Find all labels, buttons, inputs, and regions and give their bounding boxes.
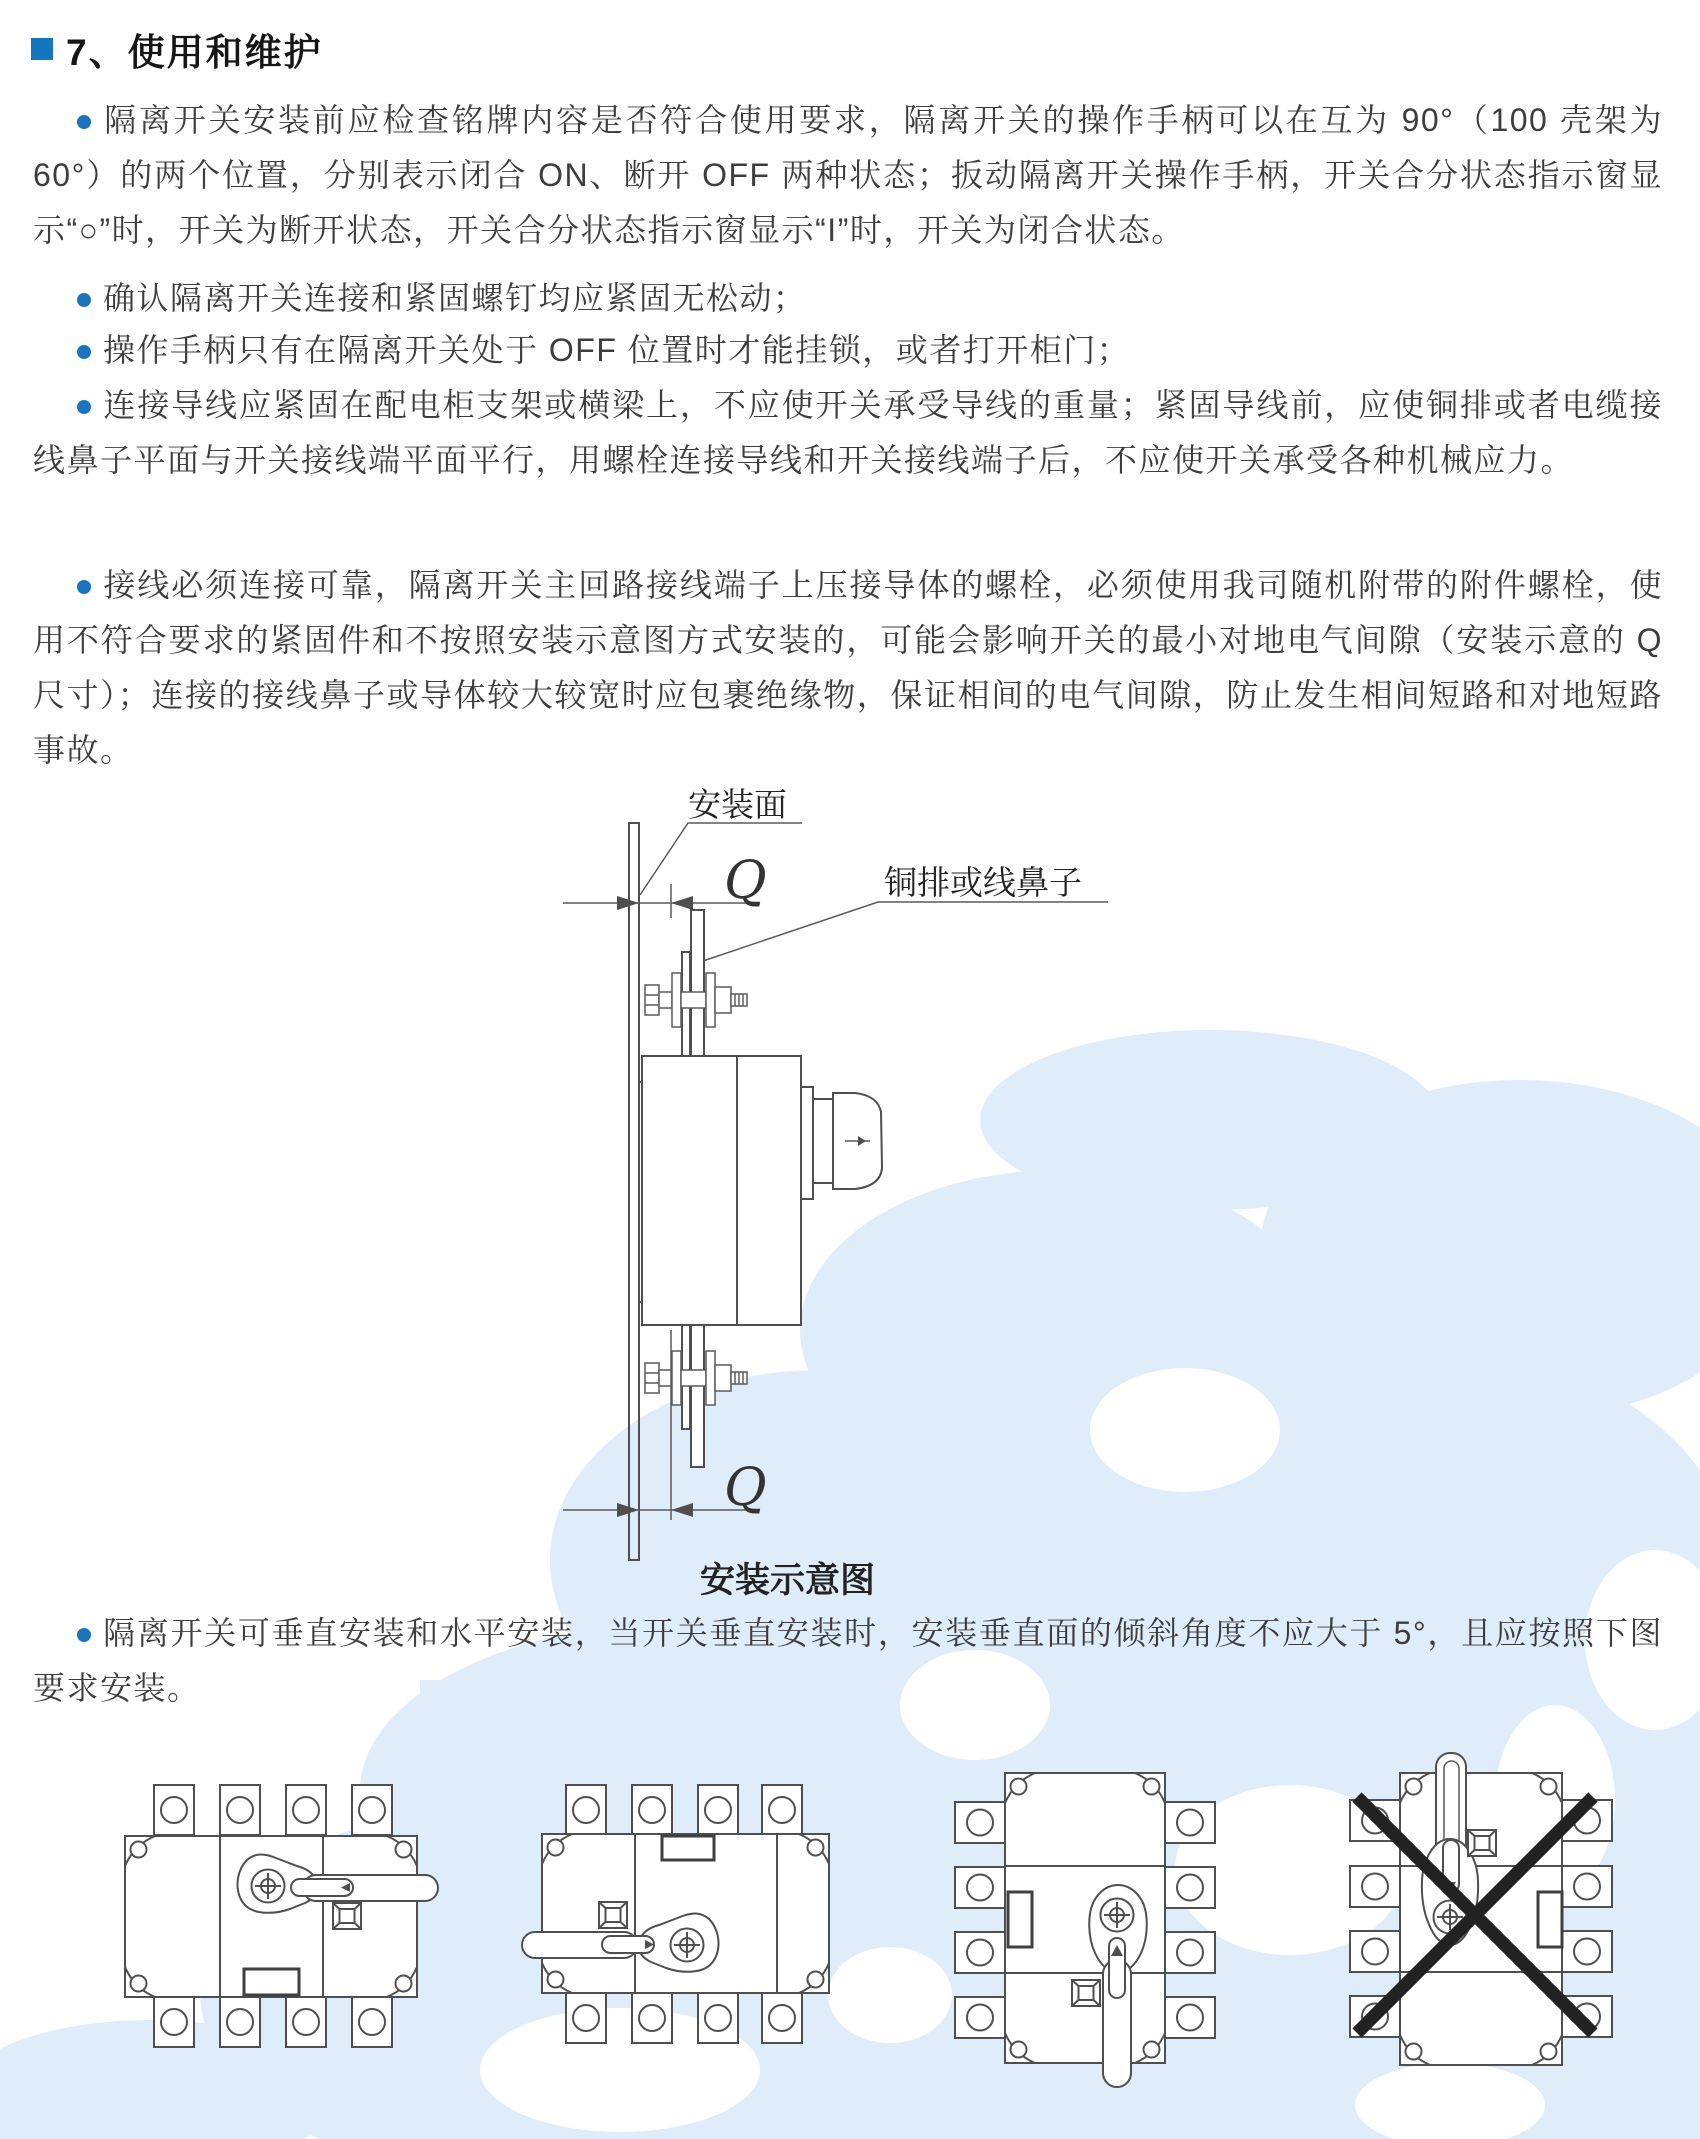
dimension-top: [563, 851, 767, 918]
bullet-paragraph: [33, 271, 1663, 326]
switch-orientation-diagrams: [0, 1740, 1700, 2139]
paragraph-text: 操作手柄只有在隔离开关处于 OFF 位置时才能挂锁，或者打开柜门；: [103, 332, 1131, 368]
bullet-paragraph: [33, 93, 1663, 258]
dimension-q-top: Q: [724, 851, 767, 911]
section-title: [31, 22, 323, 76]
shaft-square-hole: [333, 1903, 361, 1929]
side-window: [1008, 1892, 1032, 1947]
bullet-paragraph: [33, 378, 1663, 488]
switch-horizontal-handle-right: [125, 1785, 438, 2047]
switch-vertical-handle-down: [955, 1773, 1215, 2087]
copper-bar-label-leader: [700, 902, 1108, 962]
mounting-wall: [629, 823, 639, 1560]
paragraph-text: 确认隔离开关连接和紧固螺钉均应紧固无松动；: [103, 280, 807, 316]
diagram-caption: 安装示意图: [700, 1561, 876, 1600]
paragraph-text: 连接导线应紧固在配电柜支架或横梁上，不应使开关承受导线的重量；紧固导线前，应使铜排或者电缆接线鼻子平面与开关接线端平面平行，用螺栓连接导线和开关接线端子后，不应使开关承受各种机械应力。: [33, 387, 1663, 478]
shaft-square-hole: [599, 1902, 627, 1928]
bullet-dot: [77, 1628, 91, 1642]
handle-pivot: [252, 1870, 285, 1903]
bullet-paragraph: [33, 323, 1663, 378]
switch-vertical-handle-up-crossed: [1350, 1753, 1612, 2065]
wall-label-leader: [640, 823, 802, 895]
handle-pivot: [1101, 1899, 1134, 1932]
copper-bar-top: [691, 910, 704, 1058]
bullet-dot: [77, 115, 91, 129]
bullet-dot: [77, 580, 91, 594]
dimension-q-bottom: Q: [724, 1458, 767, 1518]
title-accent-square: [31, 38, 53, 60]
paragraph-text: 隔离开关安装前应检查铭牌内容是否符合使用要求，隔离开关的操作手柄可以在互为 90°（100 壳架为 60°）的两个位置，分别表示闭合 ON、断开 OFF 两种状态；扳动隔离开关操作手柄，开关合分状态指示窗显示“○”时，开关为断开状态，开关合分状态指示窗显示“I”时，开关为闭合状态。: [33, 102, 1663, 248]
bullet-dot: [77, 400, 91, 414]
bullet-paragraph: [33, 1606, 1663, 1716]
bullet-paragraph: [33, 558, 1663, 778]
switch-horizontal-handle-left: [522, 1785, 829, 2043]
installation-diagram: [0, 770, 1700, 1620]
wall-label: 安装面: [688, 786, 787, 823]
shaft-square-hole: [1468, 1830, 1496, 1856]
shaft-square-hole: [1072, 1980, 1100, 2006]
side-window: [1538, 1892, 1562, 1947]
dimension-bottom: [563, 1330, 767, 1520]
handle-flange: [801, 1087, 813, 1199]
paragraph-text: 隔离开关可垂直安装和水平安装，当开关垂直安装时，安装垂直面的倾斜角度不应大于 5°，且应按照下图要求安装。: [33, 1615, 1663, 1706]
nameplate-window: [244, 1969, 299, 1995]
handle-shaft: [813, 1099, 833, 1183]
section-title-text: 7、使用和维护: [66, 32, 323, 73]
nameplate-window: [662, 1836, 714, 1860]
copper-bar-label: 铜排或线鼻子: [884, 864, 1082, 901]
bullet-dot: [77, 293, 91, 307]
switch-body-side: [639, 1056, 882, 1325]
bullet-dot: [77, 345, 91, 359]
handle-pivot: [671, 1929, 704, 1962]
paragraph-text: 接线必须连接可靠，隔离开关主回路接线端子上压接导体的螺栓，必须使用我司随机附带的附件螺栓，使用不符合要求的紧固件和不按照安装示意图方式安装的，可能会影响开关的最小对地电气间隙（安装示意的 Q 尺寸）；连接的接线鼻子或导体较大较宽时应包裹绝缘物，保证相间的电气间隙，防止发生相间短路和对地短路事故。: [33, 567, 1663, 768]
copper-bar-bottom: [691, 1325, 704, 1467]
